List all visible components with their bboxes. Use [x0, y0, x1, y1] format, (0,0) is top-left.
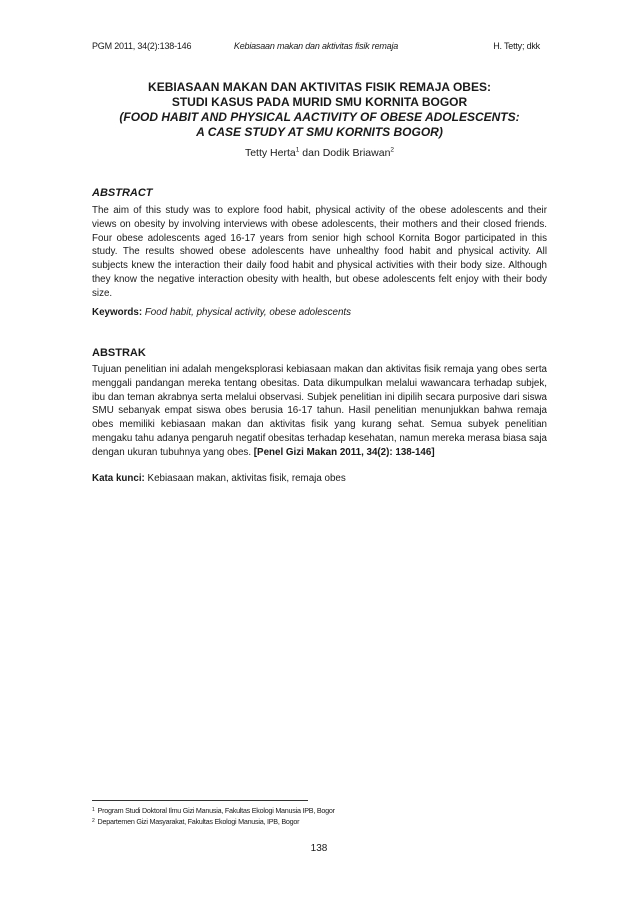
- footnote-mark-2: 2: [92, 818, 95, 824]
- abstrak-heading: ABSTRAK: [92, 347, 146, 359]
- footnotes: [92, 805, 552, 827]
- running-title: Kebiasaan makan dan aktivitas fisik remaja: [233, 41, 399, 51]
- title-id-line-1: KEBIASAAN MAKAN DAN AKTIVITAS FISIK REMAJA OBES:: [148, 80, 491, 94]
- title-id-line-2: STUDI KASUS PADA MURID SMU KORNITA BOGOR: [171, 95, 468, 109]
- keywords-value: Food habit, physical activity, obese adolescents: [144, 307, 352, 318]
- affiliation-mark-2: 2: [390, 146, 395, 154]
- abstrak-body: [92, 363, 547, 460]
- title-en-line-2: A CASE STUDY AT SMU KORNITS BOGOR): [196, 125, 443, 139]
- page-number: 138: [310, 843, 328, 854]
- footnote-text-1: Program Studi Doktoral Ilmu Gizi Manusia, Fakultas Ekologi Manusia IPB, Bogor: [97, 806, 335, 815]
- keywords-line: [92, 306, 547, 320]
- journal-reference: PGM 2011, 34(2):138-146: [92, 41, 192, 51]
- kata-kunci-line: [92, 472, 547, 486]
- running-authors: H. Tetty; dkk: [493, 41, 540, 51]
- footnote-divider: [92, 800, 308, 801]
- author-line: [92, 146, 547, 160]
- abstract-body: The aim of this study was to explore food habit, physical activity of the obese adolescents and their views on obesity by involving interviews with obese adolescents, their mothers and their closed friends. Four obese adolescents aged 16-17 years from senior high school Kornita Bogor participated in this study. The results showed obese adolescents have unhealthy food habit and physical activity. All subjects knew the interaction their daily food habit and physical activities with their body size. Although they know the negative interaction obesity with health, but obese adolescents felt enjoy with their body size.: [92, 205, 547, 299]
- citation: [Penel Gizi Makan 2011, 34(2): 138-146]: [253, 446, 435, 458]
- footnote-mark-1: 1: [92, 807, 95, 813]
- keywords-label: Keywords:: [92, 307, 143, 318]
- title-en-line-1: (FOOD HABIT AND PHYSICAL AACTIVITY OF OBESE ADOLESCENTS:: [119, 110, 520, 124]
- footnote-1: [92, 805, 552, 816]
- author-1: Tetty Herta: [244, 147, 296, 159]
- kata-kunci-value: Kebiasaan makan, aktivitas fisik, remaja obes: [147, 473, 346, 484]
- abstract-heading: ABSTRACT: [92, 187, 153, 199]
- footnote-text-2: Departemen Gizi Masyarakat, Fakultas Ekologi Manusia, IPB, Bogor: [97, 817, 300, 826]
- kata-kunci-label: Kata kunci:: [92, 473, 145, 484]
- article-title: [92, 80, 547, 140]
- affiliation-mark-1: 1: [295, 146, 300, 154]
- abstrak-text: Tujuan penelitian ini adalah mengeksplorasi kebiasaan makan dan aktivitas fisik remaja yang obes serta menggali pandangan mereka tentang obesitas. Data dikumpulkan melalui wawancara terhadap subjek, ibu dan teman akrabnya serta melalui observasi. Subjek penelitian ini dipilih secara purposive dari siswa SMU sebanyak empat siswa obes berusia 16-17 tahun. Hasil penelitian menunjukkan bahwa remaja obes memiliki kebiasaan makan dan aktivitas fisik yang kurang sehat. Semua subyek penelitian mengaku tahu adanya pengaruh negatif obesitas terhadap kesehatan, namun mereka merasa biasa saja dengan ukuran tubuhnya yang obes.: [92, 364, 547, 458]
- footnote-2: [92, 816, 552, 827]
- author-2: dan Dodik Briawan: [299, 147, 391, 159]
